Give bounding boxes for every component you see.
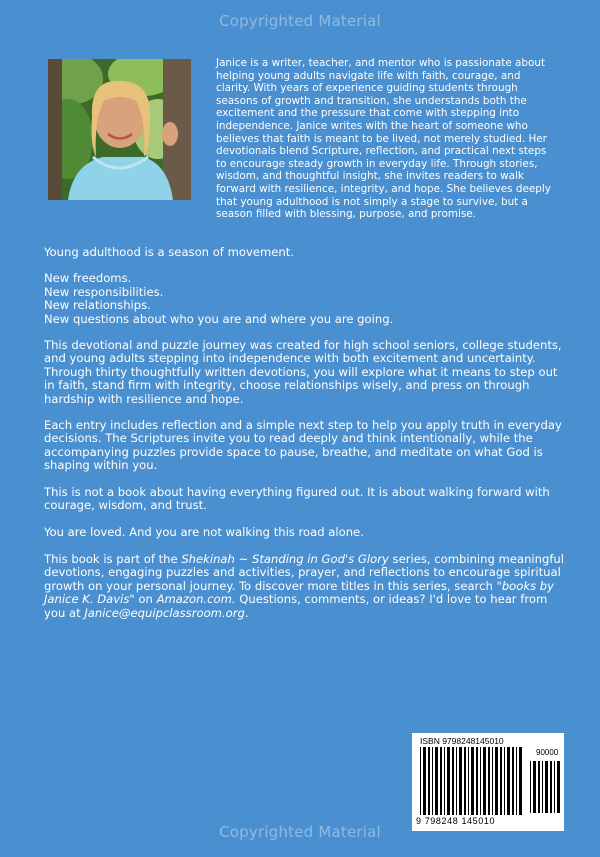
isbn-barcode [412, 733, 564, 831]
new-things-list [44, 272, 564, 326]
barcode-bars [420, 747, 560, 815]
copyright-watermark-top: Copyrighted Material [219, 12, 381, 30]
author-photo [48, 59, 191, 200]
series-text: on [134, 592, 157, 607]
list-item: New responsibilities. [44, 284, 164, 299]
description-paragraph: This devotional and puzzle journey was created for high school seniors, college students, and young adults stepping into independence with both excitement and uncertainty. Through thirty thoughtfully written devotions, you will explore what it means to step out in faith, stand firm with integrity, choose relationships wisely, and press on through hardship with resilience and hope. [44, 338, 562, 406]
amazon-link[interactable]: Amazon.com. [156, 592, 236, 607]
opening-line: Young adulthood is a season of movement. [44, 245, 294, 259]
isbn-label: ISBN 9798248145010 [420, 736, 504, 746]
email-link[interactable]: Janice@equipclassroom.org [84, 605, 245, 620]
entry-paragraph: Each entry includes reflection and a simple next step to help you apply truth in everyday decisions. The Scriptures invite you to read deeply and think intentionally, while the accompanying puzzles provide space to pause, breathe, and meditate on what God is shaping within you. [44, 418, 562, 473]
search-term: "books by Janice K. Davis" [44, 578, 555, 607]
list-item: New relationships. [44, 298, 151, 313]
back-cover-copy [44, 246, 564, 633]
series-text: Questions, comments, or ideas? I'd love to hear from you at [44, 592, 548, 620]
series-name: Shekinah ~ Standing in God's Glory [181, 551, 389, 566]
author-bio: Janice is a writer, teacher, and mentor who is passionate about helping young adults navigate life with faith, courage, and clarity. With years of experience guiding students through seasons of growth and transition, she understands both the excitement and the pressure that come with stepping into independence. Janice writes with the heart of someone who believes that faith is meant to be lived, not merely studied. Her devotionals blend Scripture, reflection, and practical next steps to encourage steady growth in everyday life. Through stories, wisdom, and thoughtful insight, she invites readers to walk forward with resilience, integrity, and hope. She believes deeply that young adulthood is not simply a stage to survive, but a season filled with blessing, purpose, and promise. [216, 57, 551, 221]
copyright-watermark-bottom: Copyrighted Material [219, 823, 381, 841]
not-figured-out-paragraph: This is not a book about having everything figured out. It is about walking forward with courage, wisdom, and trust. [44, 484, 550, 513]
series-text: series, combining meaningful devotions, engaging puzzles and activities, prayer, and reflections to encourage spiritual growth on your personal journey. To discover more titles in this series, search [44, 551, 564, 593]
you-are-loved-line: You are loved. And you are not walking this road alone. [44, 524, 364, 539]
ean-digits: 9 798248 145010 [416, 816, 496, 826]
series-text: This book is part of the [44, 551, 182, 566]
series-paragraph [44, 553, 564, 620]
series-text: . [244, 605, 249, 620]
list-item: New questions about who you are and where you are going. [44, 311, 394, 326]
list-item: New freedoms. [44, 271, 132, 286]
price-code: 90000 [536, 748, 559, 757]
